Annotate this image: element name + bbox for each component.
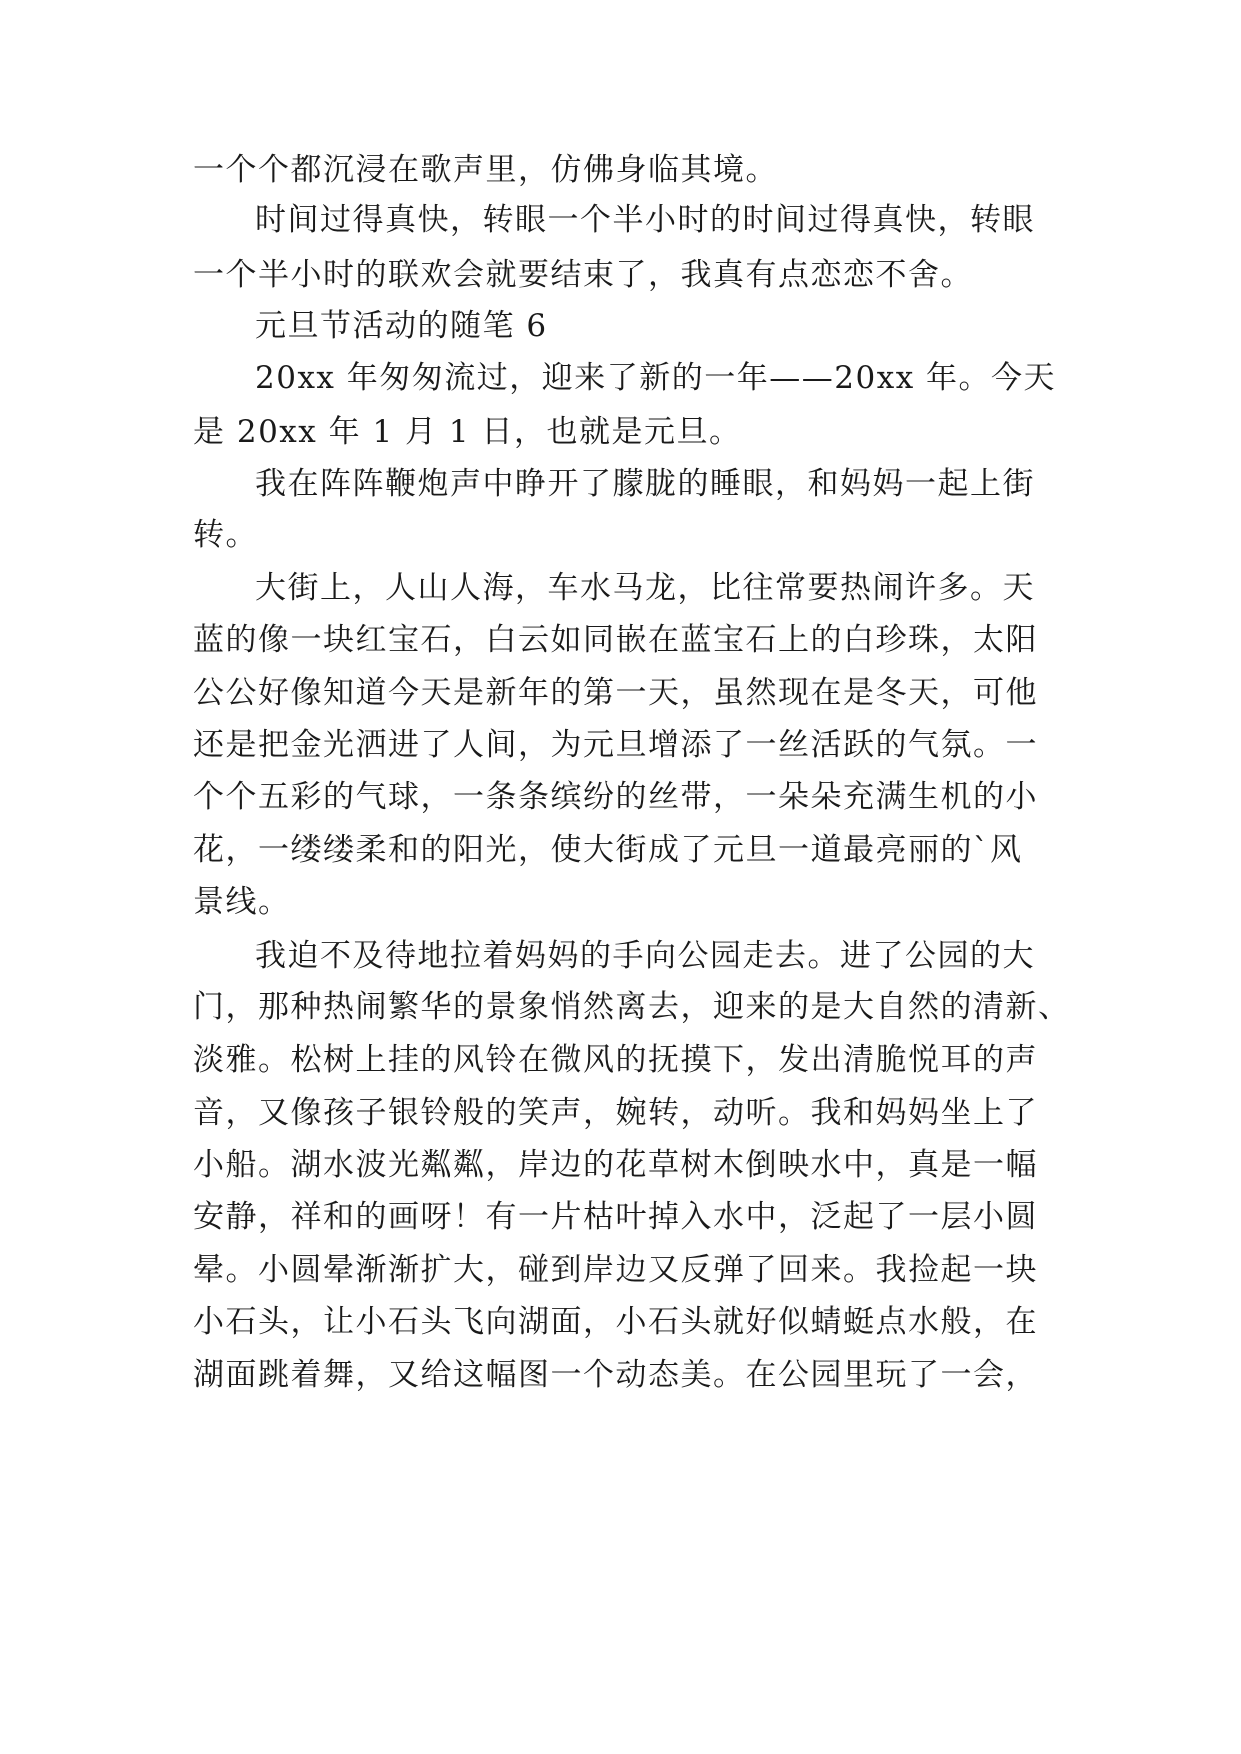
text-line: 是 20xx 年 1 月 1 日，也就是元旦。	[193, 414, 742, 450]
text-line: 湖面跳着舞，又给这幅图一个动态美。在公园里玩了一会，	[193, 1357, 1038, 1393]
text-line: 我在阵阵鞭炮声中睁开了朦胧的睡眼，和妈妈一起上街	[255, 466, 1035, 502]
text-line: 我迫不及待地拉着妈妈的手向公园走去。进了公园的大	[255, 938, 1035, 974]
text-line: 门，那种热闹繁华的景象悄然离去，迎来的是大自然的清新、	[193, 989, 1071, 1025]
text-line: 一个半小时的联欢会就要结束了，我真有点恋恋不舍。	[193, 257, 973, 293]
text-line: 大街上，人山人海，车水马龙，比往常要热闹许多。天	[255, 570, 1035, 606]
text-line: 小石头，让小石头飞向湖面，小石头就好似蜻蜓点水般，在	[193, 1304, 1038, 1340]
text-line: 小船。湖水波光粼粼，岸边的花草树木倒映水中，真是一幅	[193, 1147, 1038, 1183]
text-line: 20xx 年匆匆流过，迎来了新的一年——20xx 年。今天	[255, 360, 1057, 396]
text-line: 时间过得真快，转眼一个半小时的时间过得真快，转眼	[255, 202, 1035, 238]
section-heading: 元旦节活动的随笔 6	[255, 308, 548, 344]
text-line: 个个五彩的气球，一条条缤纷的丝带，一朵朵充满生机的小	[193, 779, 1038, 815]
text-line: 安静，祥和的画呀！有一片枯叶掉入水中，泛起了一层小圆	[193, 1199, 1038, 1235]
text-line: 晕。小圆晕渐渐扩大，碰到岸边又反弹了回来。我捡起一块	[193, 1252, 1038, 1288]
text-line: 蓝的像一块红宝石，白云如同嵌在蓝宝石上的白珍珠，太阳	[193, 622, 1038, 658]
text-line: 花，一缕缕柔和的阳光，使大街成了元旦一道最亮丽的`风	[193, 832, 1023, 868]
text-line: 音，又像孩子银铃般的笑声，婉转，动听。我和妈妈坐上了	[193, 1095, 1038, 1131]
text-line: 景线。	[193, 884, 291, 920]
text-line: 淡雅。松树上挂的风铃在微风的抚摸下，发出清脆悦耳的声	[193, 1042, 1038, 1078]
text-line: 转。	[193, 517, 258, 553]
text-line: 公公好像知道今天是新年的第一天，虽然现在是冬天，可他	[193, 675, 1038, 711]
text-line: 一个个都沉浸在歌声里，仿佛身临其境。	[193, 152, 778, 188]
text-line: 还是把金光洒进了人间，为元旦增添了一丝活跃的气氛。一	[193, 727, 1038, 763]
